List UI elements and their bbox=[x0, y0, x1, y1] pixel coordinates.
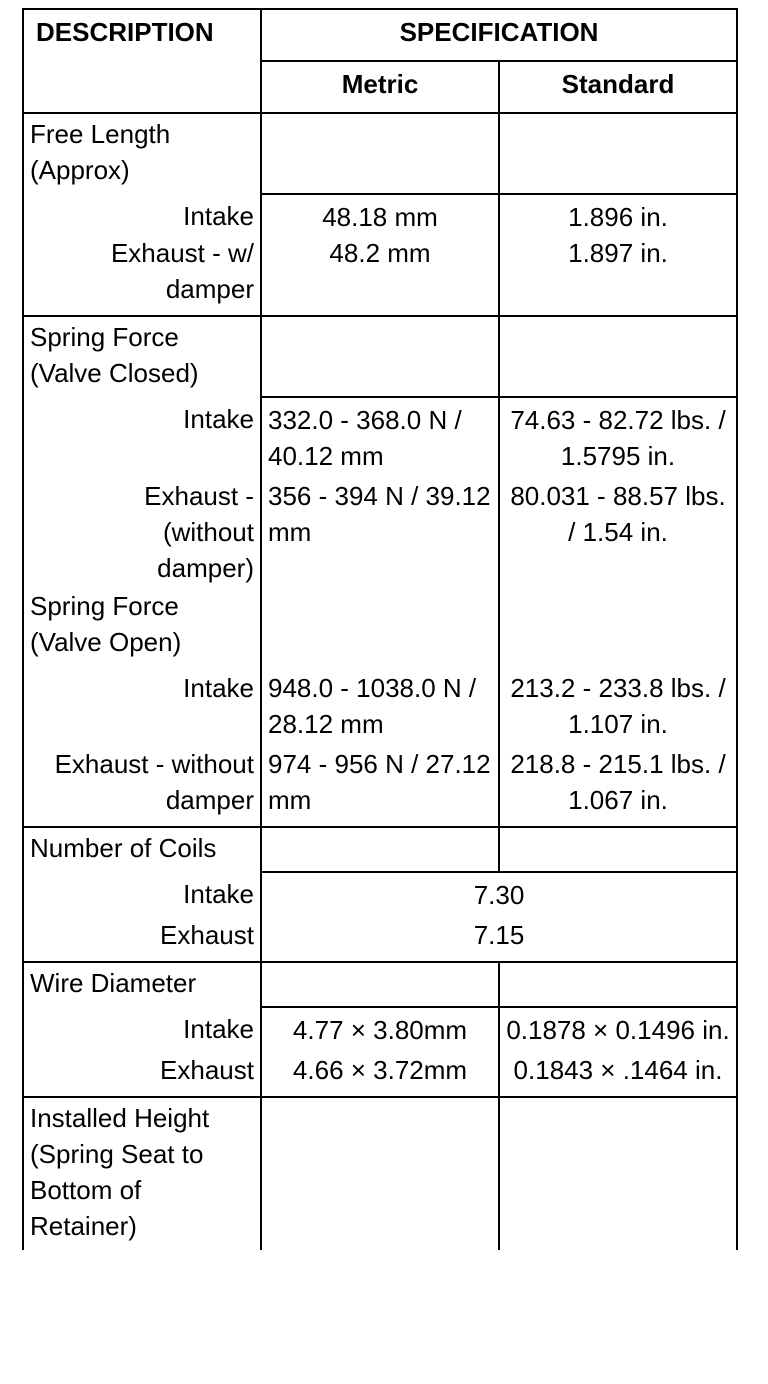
empty-cell bbox=[499, 1097, 737, 1250]
free-length-intake-metric: 48.18 mm bbox=[261, 194, 499, 235]
force-closed-exhaust-metric: 356 - 394 N / 39.12 mm bbox=[261, 474, 499, 586]
table-row bbox=[23, 913, 737, 962]
table-row bbox=[23, 1048, 737, 1097]
wire-intake-metric: 4.77 × 3.80mm bbox=[261, 1007, 499, 1048]
empty-cell bbox=[261, 113, 499, 194]
free-length-exhaust-label: Exhaust - w/ damper bbox=[23, 235, 261, 316]
force-closed-exhaust-label: Exhaust - (without damper) bbox=[23, 474, 261, 586]
empty-cell bbox=[261, 827, 499, 872]
group-header-row bbox=[23, 1097, 737, 1250]
header-specification: SPECIFICATION bbox=[261, 9, 737, 61]
force-open-exhaust-standard: 218.8 - 215.1 lbs. / 1.067 in. bbox=[499, 742, 737, 827]
free-length-intake-standard: 1.896 in. bbox=[499, 194, 737, 235]
header-metric: Metric bbox=[261, 61, 499, 113]
table-row bbox=[23, 235, 737, 316]
free-length-intake-label: Intake bbox=[23, 194, 261, 235]
group-header-row bbox=[23, 586, 737, 666]
empty-cell bbox=[261, 962, 499, 1007]
coils-intake-label: Intake bbox=[23, 872, 261, 913]
wire-exhaust-standard: 0.1843 × .1464 in. bbox=[499, 1048, 737, 1097]
force-open-intake-standard: 213.2 - 233.8 lbs. / 1.107 in. bbox=[499, 666, 737, 742]
group-header-row bbox=[23, 827, 737, 872]
coils-exhaust-label: Exhaust bbox=[23, 913, 261, 962]
empty-cell bbox=[499, 962, 737, 1007]
header-row bbox=[23, 9, 737, 61]
force-open-intake-metric: 948.0 - 1038.0 N / 28.12 mm bbox=[261, 666, 499, 742]
empty-cell bbox=[261, 316, 499, 397]
group-header-row bbox=[23, 962, 737, 1007]
table-row bbox=[23, 872, 737, 913]
free-length-title: Free Length (Approx) bbox=[23, 113, 261, 194]
empty-cell bbox=[261, 1097, 499, 1250]
table-row bbox=[23, 474, 737, 586]
force-open-exhaust-metric: 974 - 956 N / 27.12 mm bbox=[261, 742, 499, 827]
force-closed-intake-standard: 74.63 - 82.72 lbs. / 1.5795 in. bbox=[499, 397, 737, 474]
table-row bbox=[23, 194, 737, 235]
force-closed-title: Spring Force (Valve Closed) bbox=[23, 316, 261, 397]
table-row bbox=[23, 666, 737, 742]
wire-intake-label: Intake bbox=[23, 1007, 261, 1048]
coils-intake-value: 7.30 bbox=[261, 872, 737, 913]
empty-cell bbox=[499, 827, 737, 872]
table-row bbox=[23, 1007, 737, 1048]
empty-cell bbox=[499, 316, 737, 397]
coils-exhaust-value: 7.15 bbox=[261, 913, 737, 962]
table-row bbox=[23, 742, 737, 827]
force-closed-intake-metric: 332.0 - 368.0 N / 40.12 mm bbox=[261, 397, 499, 474]
force-open-intake-label: Intake bbox=[23, 666, 261, 742]
installed-title: Installed Height (Spring Seat to Bottom of Retainer) bbox=[23, 1097, 261, 1250]
wire-exhaust-label: Exhaust bbox=[23, 1048, 261, 1097]
group-header-row bbox=[23, 316, 737, 397]
wire-intake-standard: 0.1878 × 0.1496 in. bbox=[499, 1007, 737, 1048]
header-description: DESCRIPTION bbox=[23, 9, 261, 113]
wire-exhaust-metric: 4.66 × 3.72mm bbox=[261, 1048, 499, 1097]
empty-cell bbox=[261, 586, 499, 666]
free-length-exhaust-metric: 48.2 mm bbox=[261, 235, 499, 316]
table-row bbox=[23, 397, 737, 474]
empty-cell bbox=[499, 586, 737, 666]
group-header-row bbox=[23, 113, 737, 194]
force-closed-intake-label: Intake bbox=[23, 397, 261, 474]
empty-cell bbox=[499, 113, 737, 194]
spring-spec-table bbox=[22, 8, 738, 1250]
force-closed-exhaust-standard: 80.031 - 88.57 lbs. / 1.54 in. bbox=[499, 474, 737, 586]
wire-title: Wire Diameter bbox=[23, 962, 261, 1007]
force-open-title: Spring Force (Valve Open) bbox=[23, 586, 261, 666]
coils-title: Number of Coils bbox=[23, 827, 261, 872]
header-standard: Standard bbox=[499, 61, 737, 113]
free-length-exhaust-standard: 1.897 in. bbox=[499, 235, 737, 316]
force-open-exhaust-label: Exhaust - without damper bbox=[23, 742, 261, 827]
